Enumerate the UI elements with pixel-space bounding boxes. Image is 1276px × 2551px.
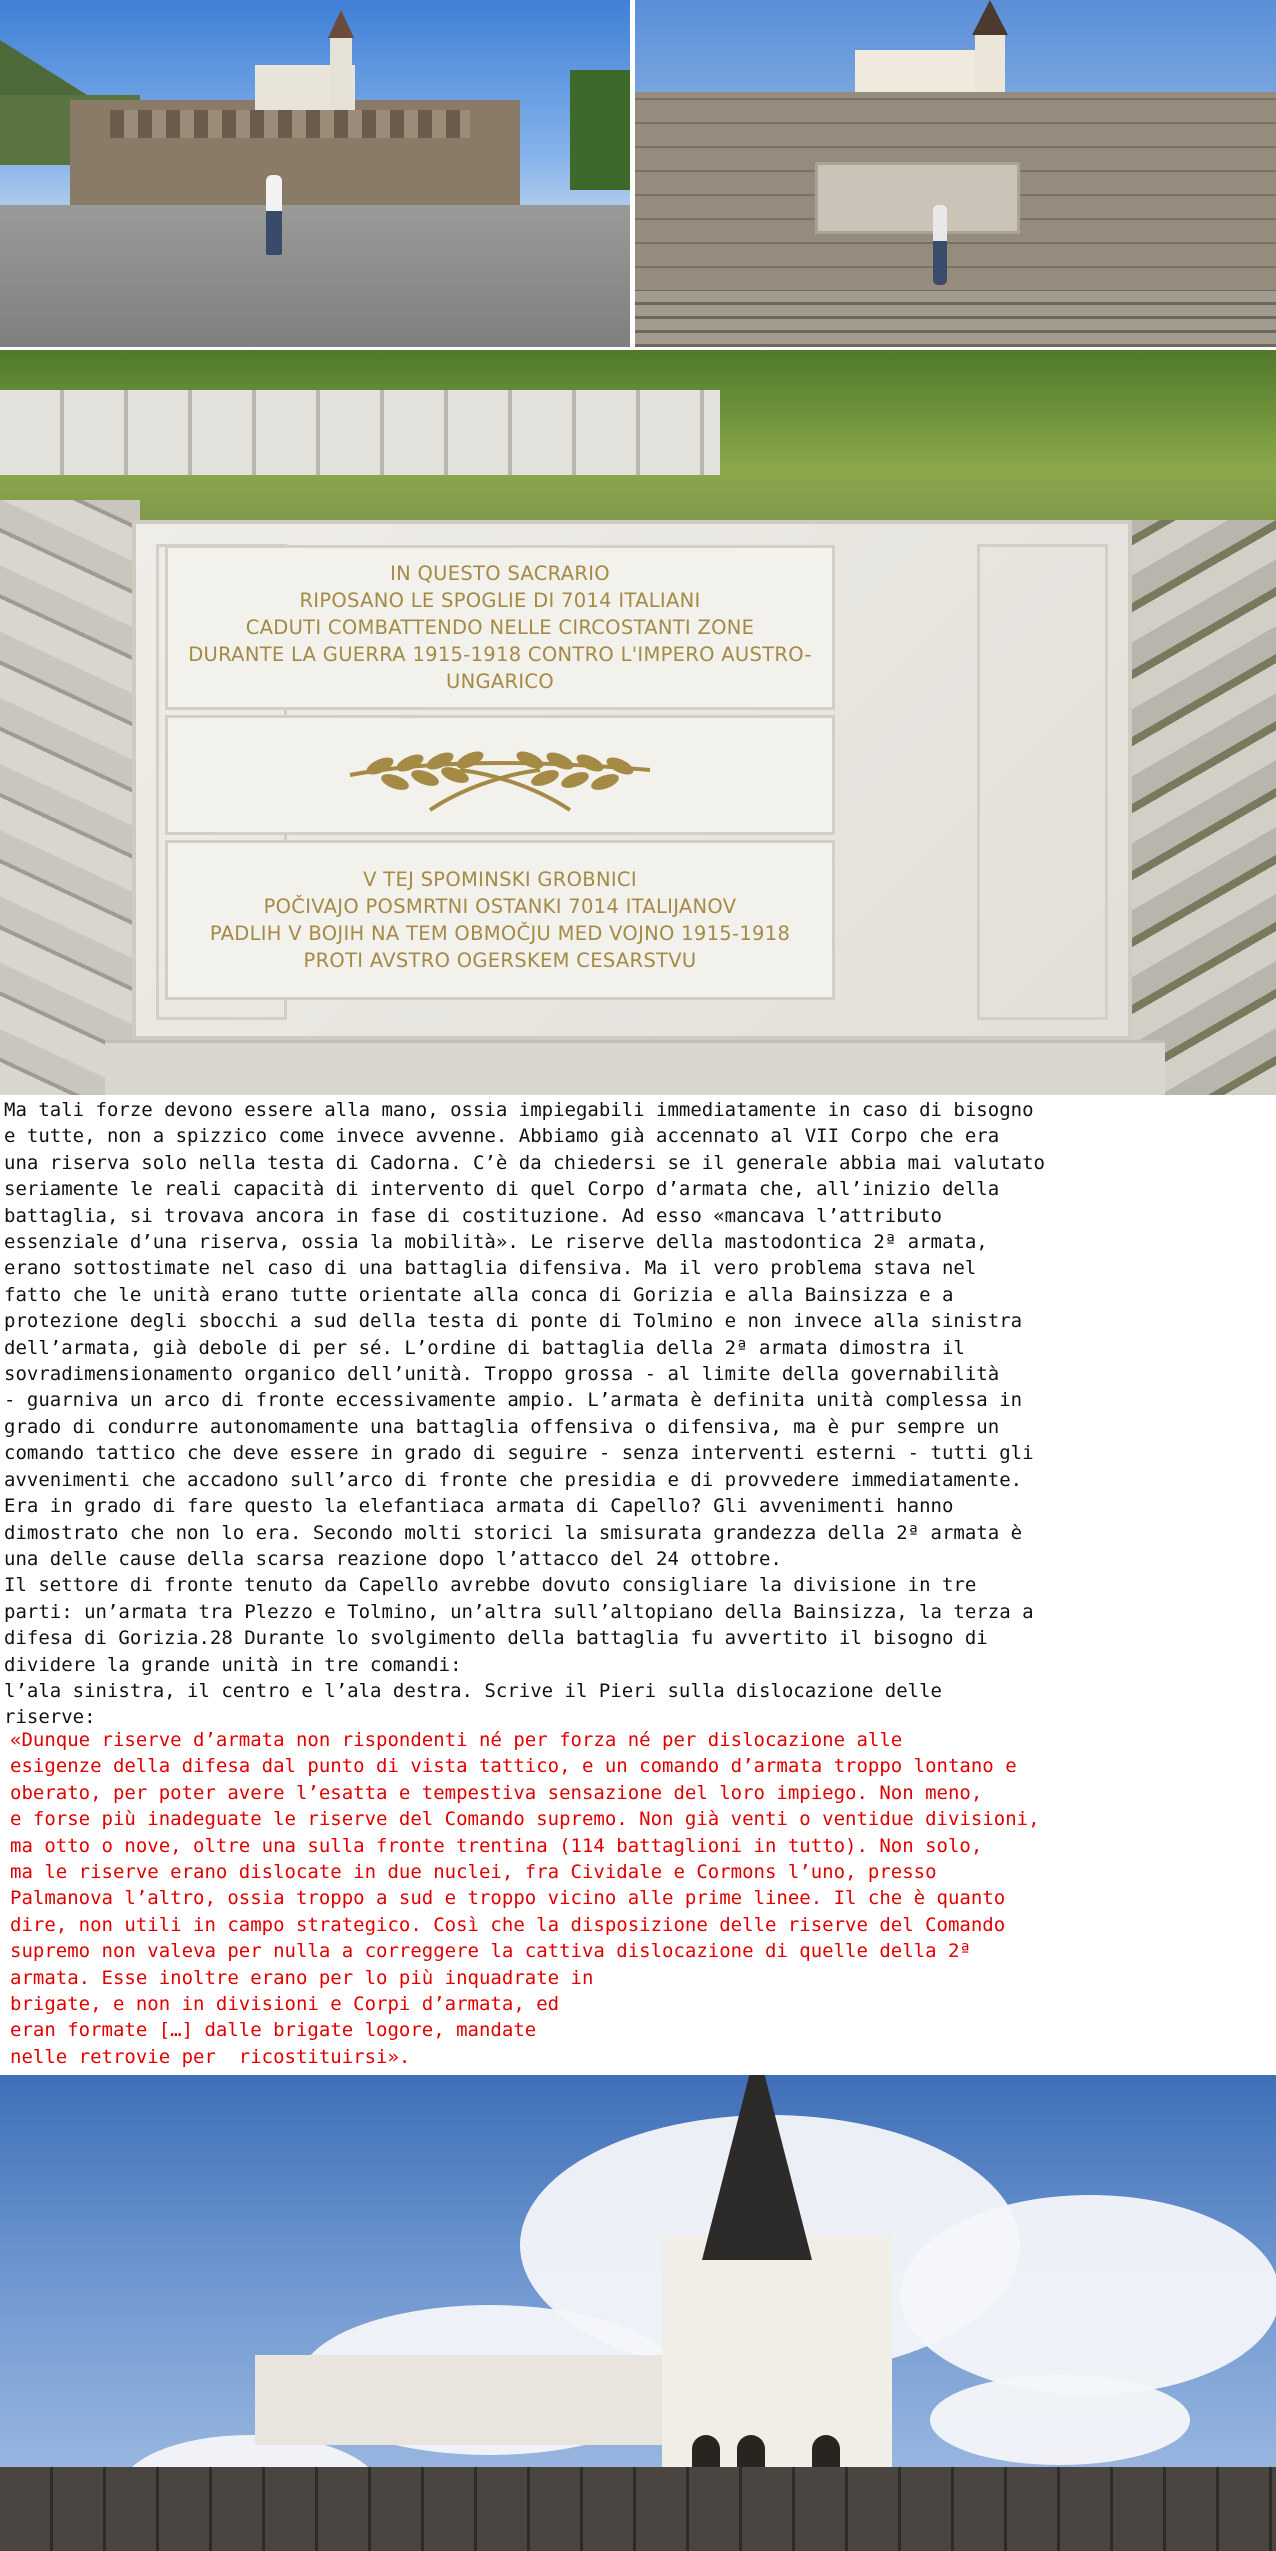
text-line: comando tattico che deve essere in grado di seguire - senza interventi esterni - tutti gli xyxy=(4,1442,1034,1465)
pieri-quote xyxy=(10,1727,1272,2070)
quote-line: eran formate […] dalle brigate logore, mandate xyxy=(10,2019,537,2042)
quote-line: nelle retrovie per ricostituirsi». xyxy=(10,2045,411,2068)
quote-line: brigate, e non in divisioni e Corpi d’armata, ed xyxy=(10,1993,560,2016)
text-line: l’ala sinistra, il centro e l’ala destra. Scrive il Pieri sulla dislocazione delle xyxy=(4,1679,942,1702)
text-line: parti: un’armata tra Plezzo e Tolmino, un’altra sull’altopiano della Bainsizza, la terza a xyxy=(4,1600,1034,1623)
tower-spire xyxy=(702,2075,812,2260)
text-line: erano sottostimate nel caso di una battaglia difensiva. Ma il vero problema stava nel xyxy=(4,1257,977,1280)
slovenian-inscription xyxy=(165,840,835,1000)
marble-plaque-photo xyxy=(0,350,1276,1095)
quote-line: oberato, per poter avere l’esatta e tempestiva sensazione del loro impiego. Non meno, xyxy=(10,1781,983,1804)
italian-inscription xyxy=(165,545,835,710)
stone-wall xyxy=(0,2467,1276,2551)
laurel-branches-icon xyxy=(310,730,690,820)
text-line: una delle cause della scarsa reazione dopo l’attacco del 24 ottobre. xyxy=(4,1547,782,1570)
quote-line: esigenze della difesa dal punto di vista tattico, e un comando d’armata troppo lontano e xyxy=(10,1755,1017,1778)
text-line: dell’armata, già debole di per sé. L’ordine di battaglia della 2ª armata dimostra il xyxy=(4,1336,965,1359)
inscription-line: DURANTE LA GUERRA 1915-1918 CONTRO L'IMPERO AUSTRO-UNGARICO xyxy=(188,643,812,693)
text-line: fatto che le unità erano tutte orientate alla conca di Gorizia e alla Bainsizza e a xyxy=(4,1283,954,1306)
chapel-roof xyxy=(255,2355,675,2445)
quote-line: «Dunque riserve d’armata non rispondenti né per forza né per dislocazione alle xyxy=(10,1729,903,1751)
inscription-line: V TEJ SPOMINSKI GROBNICI xyxy=(363,868,637,891)
bell-tower-photo xyxy=(0,2075,1276,2551)
text-line: avvenimenti che accadono sull’arco di fronte che presidia e di provvedere immediatamente. xyxy=(4,1468,1023,1491)
inscription-line: PROTI AVSTRO OGERSKEM CESARSTVU xyxy=(303,949,697,972)
quote-line: supremo non valeva per nulla a correggere la cattiva dislocazione di quelle della 2ª xyxy=(10,1940,971,1963)
quote-line: dire, non utili in campo strategico. Così che la disposizione delle riserve del Comando xyxy=(10,1913,1006,1936)
sacrario-building xyxy=(70,100,520,210)
quote-line: ma le riserve erano dislocate in due nuclei, fra Cividale e Cormons l’uno, presso xyxy=(10,1861,937,1884)
wall-plaque-photo xyxy=(635,0,1276,347)
text-line: dividere la grande unità in tre comandi: xyxy=(4,1653,462,1676)
text-line: seriamente le reali capacità di intervento di quel Corpo d’armata che, all’inizio della xyxy=(4,1178,1000,1201)
inscription-line: RIPOSANO LE SPOGLIE DI 7014 ITALIANI xyxy=(299,589,701,612)
text-line: grado di condurre autonomamente una battaglia offensiva o difensiva, ma è pur sempre un xyxy=(4,1415,1000,1438)
quote-line: ma otto o nove, oltre una sulla fronte trentina (114 battaglioni in tutto). Non solo, xyxy=(10,1834,983,1857)
quote-line: Palmanova l’altro, ossia troppo a sud e troppo vicino alle prime linee. Il che è quanto xyxy=(10,1887,1006,1910)
quote-line: armata. Esse inoltre erano per lo più inquadrate in xyxy=(10,1966,594,1989)
text-line: una riserva solo nella testa di Cadorna. C’è da chiedersi se il generale abbia mai valutato xyxy=(4,1151,1045,1174)
small-plaque xyxy=(815,162,1020,234)
text-line: - guarniva un arco di fronte eccessivamente ampio. L’armata è definita unità complessa in xyxy=(4,1389,1023,1412)
article-text xyxy=(4,1097,1274,1731)
text-line: dimostrato che non lo era. Secondo molti storici la smisurata grandezza della 2ª armata è xyxy=(4,1521,1023,1544)
inscription-line: PADLIH V BOJIH NA TEM OBMOČJU MED VOJNO 1915-1918 xyxy=(209,922,791,945)
text-line: Era in grado di fare questo la elefantiaca armata di Capello? Gli avvenimenti hanno xyxy=(4,1495,954,1518)
sacrario-front-photo xyxy=(0,0,630,347)
laurel-panel xyxy=(165,715,835,835)
bell-tower xyxy=(662,2235,892,2551)
text-line: essenziale d’una riserva, ossia la mobilità». Le riserve della mastodontica 2ª armata, xyxy=(4,1231,988,1254)
inscription-line: CADUTI COMBATTENDO NELLE CIRCOSTANTI ZONE xyxy=(245,616,755,639)
quote-line: e forse più inadeguate le riserve del Comando supremo. Non già venti o ventidue divisioni, xyxy=(10,1808,1040,1831)
visitor-figure xyxy=(933,205,947,285)
text-line: riserve: xyxy=(4,1706,96,1729)
text-line: e tutte, non a spizzico come invece avvenne. Abbiamo già accennato al VII Corpo che era xyxy=(4,1125,1000,1148)
visitor-figure xyxy=(266,175,282,255)
text-line: difesa di Gorizia.28 Durante lo svolgimento della battaglia fu avvertito il bisogno di xyxy=(4,1627,988,1650)
inscription-line: POČIVAJO POSMRTNI OSTANKI 7014 ITALIJANOV xyxy=(263,895,737,918)
text-line: protezione degli sbocchi a sud della testa di ponte di Tolmino e non invece alla sinistra xyxy=(4,1310,1023,1333)
text-line: battaglia, si trovava ancora in fase di costituzione. Ad esso «mancava l’attributo xyxy=(4,1204,942,1227)
text-line: Ma tali forze devono essere alla mano, ossia impiegabili immediatamente in caso di bisogno xyxy=(4,1099,1034,1121)
inscription-line: IN QUESTO SACRARIO xyxy=(390,562,610,585)
text-line: sovradimensionamento organico dell’unità. Troppo grossa - al limite della governabilità xyxy=(4,1363,1000,1386)
text-line: Il settore di fronte tenuto da Capello avrebbe dovuto consigliare la divisione in tre xyxy=(4,1574,977,1597)
